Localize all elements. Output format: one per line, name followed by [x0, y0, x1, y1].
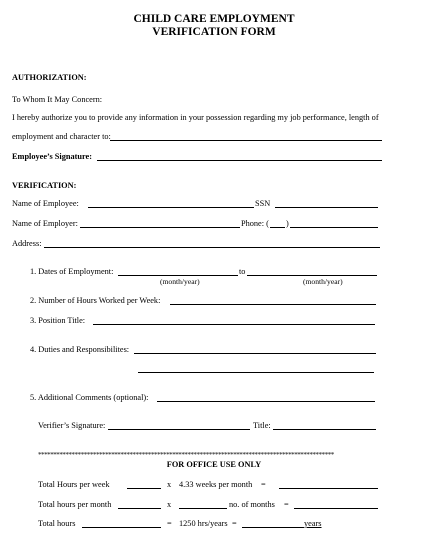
authorization-heading: AUTHORIZATION:	[12, 73, 87, 82]
hours-per-week-field[interactable]	[170, 304, 376, 305]
address-field[interactable]	[44, 247, 380, 248]
multiply-sign-1: x	[167, 480, 172, 489]
authorization-text-2: employment and character to:	[12, 132, 111, 141]
total-hours-field[interactable]	[82, 527, 161, 528]
item-3-position-label: 3. Position Title:	[30, 316, 86, 325]
item-5-comments-label: 5. Additional Comments (optional):	[30, 393, 149, 402]
employee-signature-field[interactable]	[97, 160, 382, 161]
employment-start-field[interactable]	[118, 275, 238, 276]
form-title-line2: VERIFICATION FORM	[152, 26, 276, 38]
separator-stars: *************************************************************************************************	[38, 451, 334, 459]
item-1-dates-label: 1. Dates of Employment:	[30, 267, 114, 276]
month-year-hint-1: (month/year)	[160, 277, 200, 286]
ssn-field[interactable]	[275, 207, 378, 208]
verifier-signature-label: Verifier’s Signature:	[38, 421, 106, 430]
equals-sign-1: =	[261, 480, 266, 489]
position-title-field[interactable]	[93, 324, 375, 325]
item-2-hours-label: 2. Number of Hours Worked per Week:	[30, 296, 161, 305]
equals-sign-2: =	[284, 500, 289, 509]
total-hours-result-field[interactable]	[294, 508, 378, 509]
duties-field-line-2[interactable]	[138, 372, 374, 373]
phone-field[interactable]	[290, 227, 378, 228]
weeks-per-month-text: 4.33 weeks per month	[179, 480, 253, 489]
total-hours-per-week-field[interactable]	[127, 488, 161, 489]
multiply-sign-2: x	[167, 500, 172, 509]
name-of-employer-label: Name of Employer:	[12, 219, 78, 228]
employee-signature-label: Employee’s Signature:	[12, 152, 92, 161]
employment-end-field[interactable]	[247, 275, 377, 276]
salutation: To Whom It May Concern:	[12, 95, 103, 104]
ssn-label: SSN	[255, 199, 271, 208]
verifier-signature-field[interactable]	[108, 429, 250, 430]
name-of-employee-label: Name of Employee:	[12, 199, 79, 208]
duties-field-line-1[interactable]	[134, 353, 376, 354]
office-use-heading: FOR OFFICE USE ONLY	[166, 460, 262, 469]
title-label: Title:	[253, 421, 271, 430]
hours-per-year-text: 1250 hrs/years	[179, 519, 228, 528]
total-hours-per-week-label: Total Hours per week	[38, 480, 110, 489]
employer-name-field[interactable]	[80, 227, 240, 228]
authorization-text-1: I hereby authorize you to provide any information in your possession regarding my job performance, length of	[12, 113, 379, 122]
to-label: to	[239, 267, 246, 276]
equals-sign-3: =	[167, 519, 172, 528]
verifier-title-field[interactable]	[273, 429, 376, 430]
authorize-to-field[interactable]	[110, 140, 382, 141]
years-result-field[interactable]	[242, 527, 304, 528]
total-hours-per-month-field[interactable]	[118, 508, 161, 509]
verification-heading: VERIFICATION:	[12, 181, 77, 190]
employee-name-field[interactable]	[88, 207, 254, 208]
no-of-months-label: no. of months	[229, 500, 275, 509]
number-of-months-field[interactable]	[179, 508, 227, 509]
phone-close-paren: )	[286, 219, 289, 228]
total-hours-per-month-label: Total hours per month	[38, 500, 112, 509]
total-hours-label: Total hours	[38, 519, 76, 528]
item-4-duties-label: 4. Duties and Responsibilites:	[30, 345, 130, 354]
monthly-hours-result-field[interactable]	[279, 488, 378, 489]
phone-label: Phone: (	[241, 219, 269, 228]
month-year-hint-2: (month/year)	[303, 277, 343, 286]
equals-sign-4: =	[232, 519, 237, 528]
form-title-line1: CHILD CARE EMPLOYMENT	[133, 13, 295, 25]
address-label: Address:	[12, 239, 42, 248]
comments-field[interactable]	[157, 401, 375, 402]
years-label: years	[304, 519, 322, 528]
phone-area-code-field[interactable]	[270, 227, 285, 228]
